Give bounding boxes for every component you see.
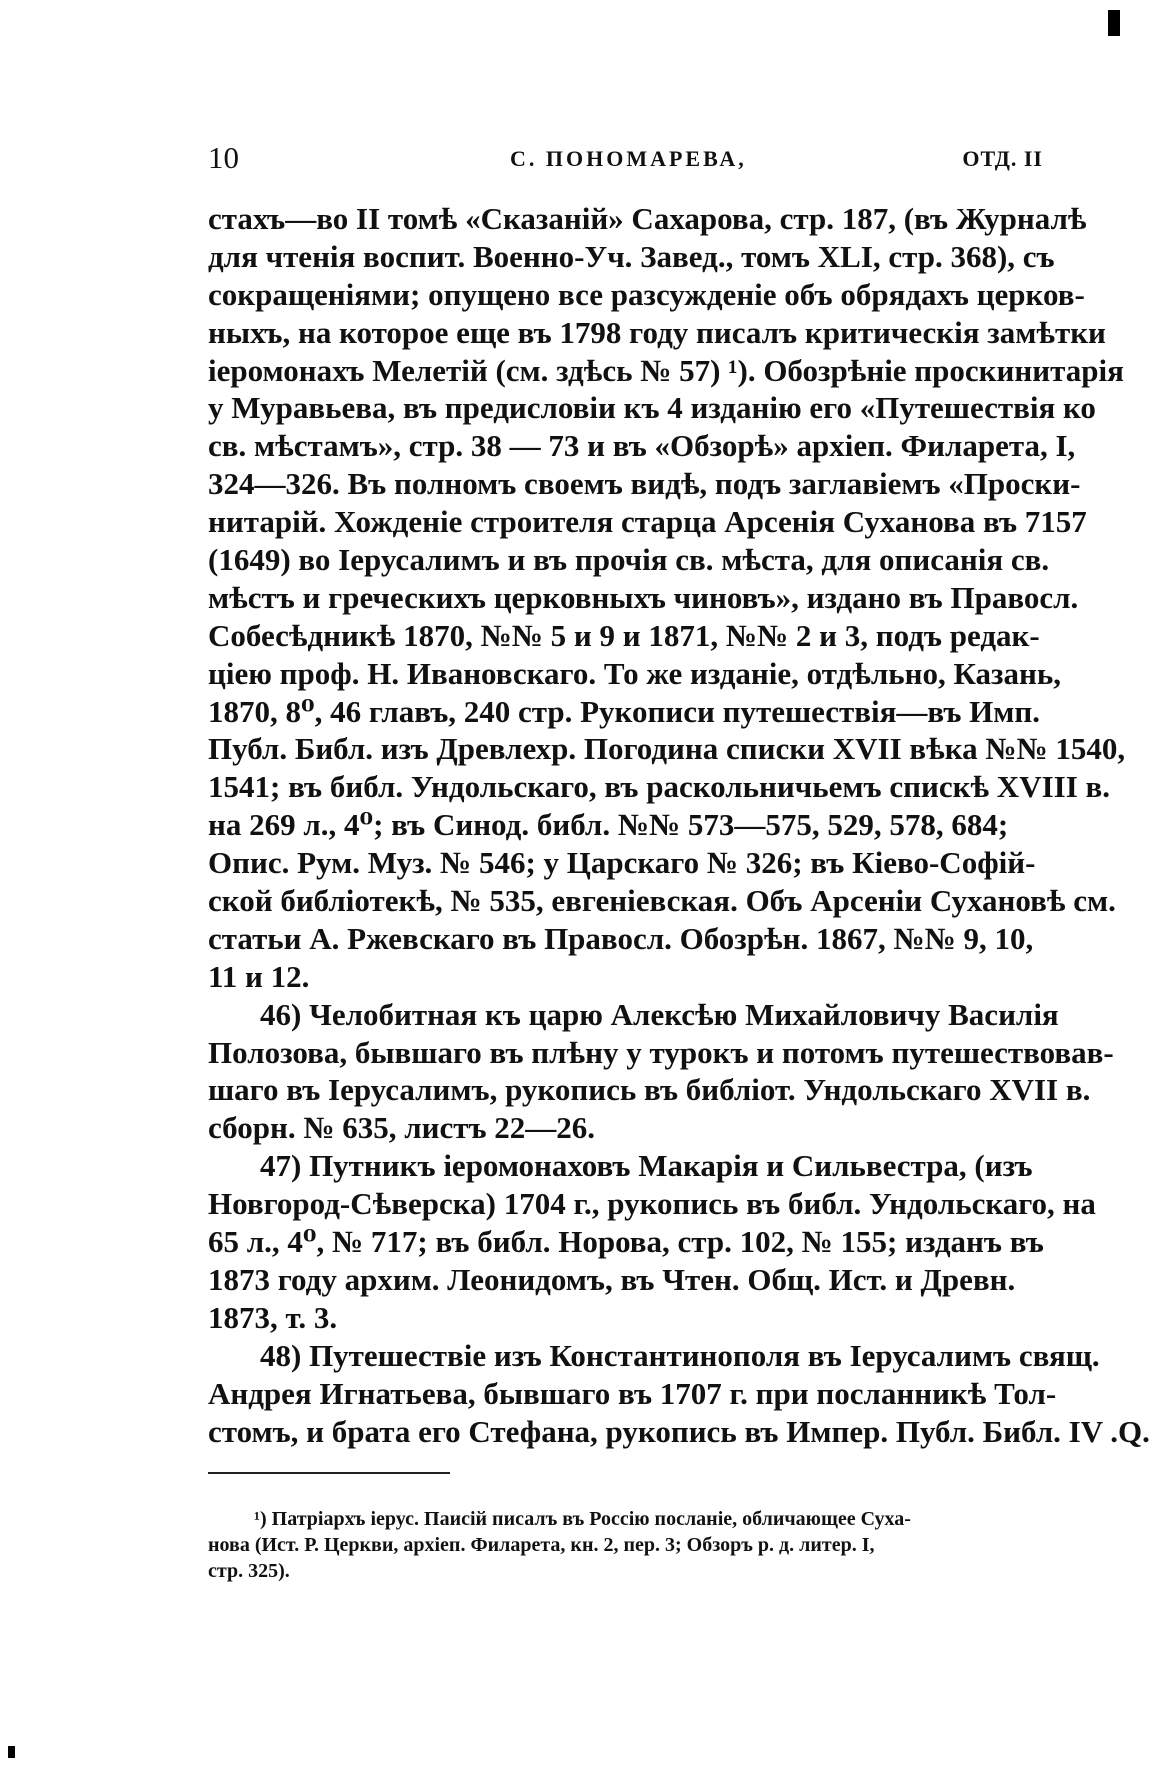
text-line: сокращеніями; опущено все разсужденіе объ обрядахъ церков- (208, 276, 1085, 312)
text-line: ской библіотекѣ, № 535, евгеніевская. Объ Арсеніи Сухановѣ см. (208, 883, 1116, 919)
text-line: св. мѣстамъ», стр. 38 — 73 и въ «Обзорѣ» архіеп. Филарета, I, (208, 428, 1076, 464)
footnote-line: нова (Ист. Р. Церкви, архіеп. Филарета, кн. 2, пер. 3; Обзоръ р. д. литер. I, (208, 1534, 875, 1556)
running-title-section: ОТД. II (962, 146, 1043, 171)
text-line: Полозова, бывшаго въ плѣну у турокъ и потомъ путешествовав- (208, 1034, 1114, 1070)
footnote-separator (208, 1472, 450, 1474)
text-line: 324—326. Въ полномъ своемъ видѣ, подъ заглавіемъ «Проски- (208, 466, 1081, 502)
running-header (208, 140, 1043, 180)
page-number: 10 (208, 140, 239, 175)
text-line: Собесѣдникѣ 1870, №№ 5 и 9 и 1871, №№ 2 и 3, подъ редак- (208, 617, 1040, 653)
text-line: у Муравьева, въ предисловіи къ 4 изданію его «Путешествія ко (208, 390, 1096, 426)
text-line: Публ. Библ. изъ Древлехр. Погодина списки XVII вѣка №№ 1540, (208, 731, 1126, 767)
text-line: ціею проф. Н. Ивановскаго. То же изданіе, отдѣльно, Казань, (208, 655, 1062, 691)
running-title-author: С. ПОНОМАРЕВА, (510, 146, 747, 171)
text-line: Опис. Рум. Муз. № 546; у Царскаго № 326; въ Кіево-Софій- (208, 845, 1036, 881)
text-line: 65 л., 4⁰, № 717; въ библ. Норова, стр. 102, № 155; изданъ въ (208, 1224, 1044, 1260)
text-line: Новгород-Сѣверска) 1704 г., рукопись въ библ. Ундольскаго, на (208, 1186, 1096, 1222)
footnote-line: ¹) Патріархъ іерус. Паисій писалъ въ Россію посланіе, обличающее Суха- (254, 1508, 911, 1530)
text-line: на 269 л., 4⁰; въ Синод. библ. №№ 573—575, 529, 578, 684; (208, 807, 1009, 843)
footnote (208, 1506, 1048, 1584)
text-line: Андрея Игнатьева, бывшаго въ 1707 г. при посланникѣ Тол- (208, 1375, 1057, 1411)
text-line: (1649) во Іерусалимъ и въ прочія св. мѣста, для описанія св. (208, 542, 1050, 578)
text-line: мѣстъ и греческихъ церковныхъ чиновъ», издано въ Правосл. (208, 579, 1079, 615)
text-line: стахъ—во II томѣ «Сказаній» Сахарова, стр. 187, (въ Журналѣ (208, 201, 1087, 236)
text-line: статьи А. Ржевскаго въ Правосл. Обозрѣн. 1867, №№ 9, 10, (208, 920, 1034, 956)
text-line: 1870, 8⁰, 46 главъ, 240 стр. Рукописи путешествія—въ Имп. (208, 693, 1041, 729)
text-line: стомъ, и брата его Стефана, рукопись въ Импер. Публ. Библ. IV .Q. (208, 1413, 1150, 1449)
text-line: іеромонахъ Мелетій (см. здѣсь № 57) ¹). Обозрѣніе проскинитарія (208, 352, 1124, 388)
text-line: 1873, т. 3. (208, 1299, 338, 1335)
entry-47-first-line: 47) Путникъ іеромонаховъ Макарія и Сильвестра, (изъ (260, 1148, 1033, 1184)
footnote-line: стр. 325). (208, 1560, 290, 1582)
text-line: 1873 году архим. Леонидомъ, въ Чтен. Общ. Ист. и Древн. (208, 1261, 1016, 1297)
text-line: 1541; въ библ. Ундольскаго, въ раскольничьемъ спискѣ XVIII в. (208, 769, 1111, 805)
text-line: для чтенія воспит. Военно-Уч. Завед., томъ XLI, стр. 368), съ (208, 238, 1055, 274)
scan-mark-bottom-left (8, 1746, 15, 1758)
entry-48-first-line: 48) Путешествіе изъ Константинополя въ Іерусалимъ свящ. (260, 1337, 1100, 1373)
text-line: нитарій. Хожденіе строителя старца Арсенія Суханова въ 7157 (208, 504, 1087, 540)
scan-mark-top-right (1108, 10, 1120, 36)
text-line: сборн. № 635, листъ 22—26. (208, 1110, 596, 1146)
text-line: шаго въ Іерусалимъ, рукопись въ библіот. Ундольскаго XVII в. (208, 1072, 1091, 1108)
text-line: ныхъ, на которое еще въ 1798 году писалъ критическія замѣтки (208, 314, 1106, 350)
text-line: 11 и 12. (208, 958, 310, 994)
entry-46-first-line: 46) Челобитная къ царю Алексѣю Михайловичу Василія (260, 996, 1059, 1032)
main-text (208, 200, 1150, 1450)
